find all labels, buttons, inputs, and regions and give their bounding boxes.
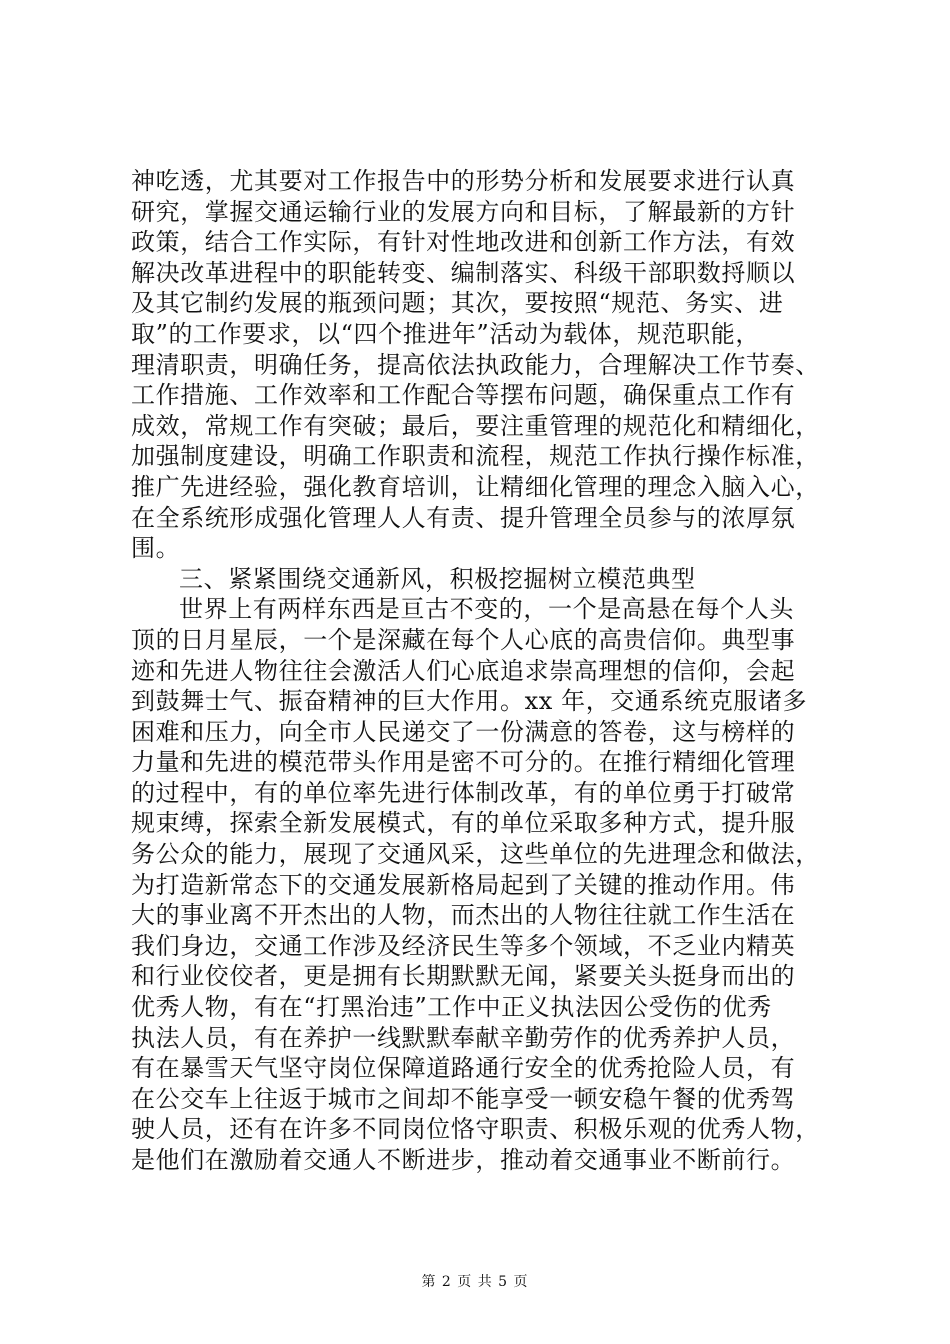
text-line: 是他们在激励着交通人不断进步，推动着交通事业不断前行。 bbox=[131, 1146, 796, 1174]
page-number: 第 2 页 共 5 页 bbox=[421, 1274, 529, 1290]
text-line: 执法人员，有在养护一线默默奉献辛勤劳作的优秀养护人员， bbox=[131, 1023, 796, 1052]
text-line: 围。 bbox=[131, 534, 181, 563]
text-line: 规束缚，探索全新发展模式，有的单位采取多种方式，提升服 bbox=[131, 809, 796, 838]
text-line: 困难和压力，向全市人民递交了一份满意的答卷，这与榜样的 bbox=[131, 717, 796, 746]
text-line: 工作措施、工作效率和工作配合等摆布问题，确保重点工作有 bbox=[131, 381, 796, 410]
text-line: 理清职责，明确任务，提高依法执政能力，合理解决工作节奏、 bbox=[131, 350, 820, 379]
text-line: 取”的工作要求，以“四个推进年”活动为载体，规范职能， bbox=[131, 319, 761, 348]
text-line: 神吃透，尤其要对工作报告中的形势分析和发展要求进行认真 bbox=[131, 167, 796, 195]
text-line: 到鼓舞士气、振奋精神的巨大作用。xx 年，交通系统克服诸多 bbox=[131, 687, 808, 716]
text-line: 优秀人物，有在“打黑治违”工作中正义执法因公受伤的优秀 bbox=[131, 993, 772, 1022]
text-line: 政策，结合工作实际，有针对性地改进和创新工作方法，有效 bbox=[131, 228, 796, 257]
text-line: 和行业佼佼者，更是拥有长期默默无闻，紧要关头挺身而出的 bbox=[131, 962, 796, 991]
text-line: 世界上有两样东西是亘古不变的，一个是高悬在每个人头 bbox=[179, 595, 794, 624]
text-line: 务公众的能力，展现了交通风采，这些单位的先进理念和做法， bbox=[131, 840, 820, 869]
text-line: 及其它制约发展的瓶颈问题；其次，要按照“规范、务实、进 bbox=[131, 289, 784, 318]
text-line: 解决改革进程中的职能转变、编制落实、科级干部职数捋顺以 bbox=[131, 258, 796, 287]
text-line: 力量和先进的模范带头作用是密不可分的。在推行精细化管理 bbox=[131, 748, 796, 777]
text-line: 在全系统形成强化管理人人有责、提升管理全员参与的浓厚氛 bbox=[131, 503, 796, 532]
document-body bbox=[131, 166, 836, 1176]
text-line: 顶的日月星辰，一个是深藏在每个人心底的高贵信仰。典型事 bbox=[131, 625, 796, 654]
text-line: 成效，常规工作有突破；最后，要注重管理的规范化和精细化， bbox=[131, 411, 820, 440]
text-line: 有在暴雪天气坚守岗位保障道路通行安全的优秀抢险人员，有 bbox=[131, 1054, 796, 1083]
text-line: 迹和先进人物往往会激活人们心底追求崇高理想的信仰，会起 bbox=[131, 656, 796, 685]
text-line: 在公交车上往返于城市之间却不能享受一顿安稳午餐的优秀驾 bbox=[131, 1084, 796, 1113]
text-line: 的过程中，有的单位率先进行体制改革，有的单位勇于打破常 bbox=[131, 778, 796, 807]
text-line: 为打造新常态下的交通发展新格局起到了关键的推动作用。伟 bbox=[131, 870, 796, 899]
section-heading: 三、紧紧围绕交通新风，积极挖掘树立模范典型 bbox=[179, 564, 696, 593]
text-line: 驶人员，还有在许多不同岗位恪守职责、积极乐观的优秀人物， bbox=[131, 1115, 820, 1144]
text-line: 大的事业离不开杰出的人物，而杰出的人物往往就工作生活在 bbox=[131, 901, 796, 930]
text-line: 研究，掌握交通运输行业的发展方向和目标，了解最新的方针 bbox=[131, 197, 796, 226]
text-line: 加强制度建设，明确工作职责和流程，规范工作执行操作标准， bbox=[131, 442, 820, 471]
text-line: 我们身边，交通工作涉及经济民生等多个领域，不乏业内精英 bbox=[131, 931, 796, 960]
text-line: 推广先进经验，强化教育培训，让精细化管理的理念入脑入心， bbox=[131, 472, 820, 501]
